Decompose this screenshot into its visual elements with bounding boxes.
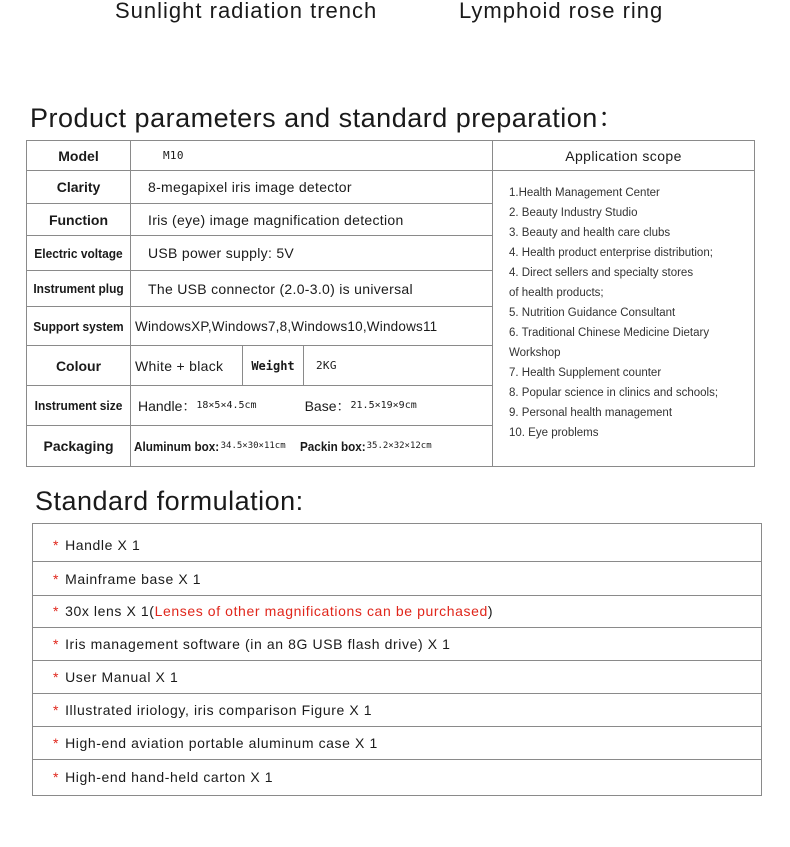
scope-item: 3. Beauty and health care clubs bbox=[509, 227, 671, 239]
star-icon: * bbox=[53, 735, 60, 751]
clarity-value: 8-megapixel iris image detector bbox=[148, 179, 352, 195]
base-label: Base： bbox=[304, 397, 351, 414]
star-icon: * bbox=[53, 636, 60, 652]
list-item bbox=[33, 595, 761, 628]
weight-value: 2KG bbox=[316, 359, 337, 372]
list-item-tail: ) bbox=[487, 603, 494, 619]
list-item-text: Handle X 1 bbox=[65, 537, 141, 553]
plug-label: Instrument plug bbox=[33, 281, 124, 296]
header-left-title: Sunlight radiation trench bbox=[115, 0, 378, 23]
packaging-values bbox=[134, 426, 492, 466]
list-item-text: Illustrated iriology, iris comparison Figure X 1 bbox=[65, 702, 373, 718]
list-item bbox=[33, 760, 761, 793]
handle-label: Handle： bbox=[138, 397, 197, 414]
star-icon: * bbox=[53, 603, 60, 619]
star-icon: * bbox=[53, 571, 60, 587]
list-item bbox=[33, 694, 761, 727]
list-item bbox=[33, 529, 761, 562]
system-label: Support system bbox=[33, 318, 124, 334]
colour-label: Colour bbox=[55, 357, 102, 374]
list-item-text: User Manual X 1 bbox=[65, 669, 179, 685]
formulation-list bbox=[32, 523, 762, 796]
scope-item: 8. Popular science in clinics and schools; bbox=[509, 387, 719, 399]
scope-item: 4. Health product enterprise distribution; bbox=[509, 247, 713, 259]
list-item-note: Lenses of other magnifications can be purchased bbox=[154, 603, 488, 619]
weight-label: Weight bbox=[251, 358, 295, 373]
scope-item: 5. Nutrition Guidance Consultant bbox=[509, 307, 676, 319]
size-label: Instrument size bbox=[34, 398, 123, 413]
scope-item: 6. Traditional Chinese Medicine Dietary bbox=[509, 327, 710, 339]
list-item bbox=[33, 628, 761, 661]
scope-list bbox=[509, 183, 754, 443]
parameters-table bbox=[26, 140, 755, 467]
aluminum-value: 34.5×30×11cm bbox=[220, 441, 286, 451]
scope-item: 9. Personal health management bbox=[509, 407, 673, 419]
list-item bbox=[33, 563, 761, 596]
function-value: Iris (eye) image magnification detection bbox=[148, 211, 404, 228]
scope-item: 7. Health Supplement counter bbox=[509, 367, 662, 379]
list-item-text: High-end aviation portable aluminum case X 1 bbox=[65, 735, 378, 751]
parameters-title: Product parameters and standard preparation： bbox=[30, 103, 626, 133]
model-value: M10 bbox=[163, 149, 184, 162]
packin-label: Packin box: bbox=[299, 438, 366, 454]
handle-value: 18×5×4.5cm bbox=[196, 400, 257, 411]
model-label: Model bbox=[58, 147, 99, 164]
function-label: Function bbox=[48, 211, 109, 228]
voltage-label: Electric voltage bbox=[34, 245, 123, 261]
size-values bbox=[138, 386, 492, 425]
header-right-title: Lymphoid rose ring bbox=[459, 0, 664, 23]
formulation-title: Standard formulation: bbox=[35, 486, 304, 516]
star-icon: * bbox=[53, 702, 60, 718]
plug-value: The USB connector (2.0-3.0) is universal bbox=[148, 280, 413, 297]
scope-header: Application scope bbox=[565, 147, 682, 164]
list-item-text: Mainframe base X 1 bbox=[65, 571, 202, 587]
scope-item: 4. Direct sellers and specialty stores bbox=[509, 267, 694, 279]
list-item bbox=[33, 727, 761, 760]
list-item-text: Iris management software (in an 8G USB flash drive) X 1 bbox=[65, 636, 451, 652]
scope-item: 2. Beauty Industry Studio bbox=[509, 207, 638, 219]
scope-item: of health products; bbox=[509, 287, 604, 299]
base-value: 21.5×19×9cm bbox=[350, 400, 417, 411]
star-icon: * bbox=[53, 768, 60, 785]
list-item-text: 30x lens X 1( bbox=[65, 603, 155, 619]
list-item-text: High-end hand-held carton X 1 bbox=[65, 768, 274, 785]
clarity-label: Clarity bbox=[56, 179, 101, 195]
scope-item: 10. Eye problems bbox=[509, 427, 599, 439]
star-icon: * bbox=[53, 537, 60, 553]
aluminum-label: Aluminum box: bbox=[134, 438, 220, 454]
voltage-value: USB power supply: 5V bbox=[148, 245, 295, 261]
system-value: WindowsXP,Windows7,8,Windows10,Windows11 bbox=[135, 318, 438, 334]
packin-value: 35.2×32×12cm bbox=[366, 441, 432, 451]
packaging-label: Packaging bbox=[43, 438, 114, 454]
list-item bbox=[33, 661, 761, 694]
star-icon: * bbox=[53, 669, 60, 685]
scope-item: Workshop bbox=[509, 347, 561, 359]
scope-item: 1.Health Management Center bbox=[509, 187, 660, 199]
colour-value: White + black bbox=[135, 357, 224, 374]
